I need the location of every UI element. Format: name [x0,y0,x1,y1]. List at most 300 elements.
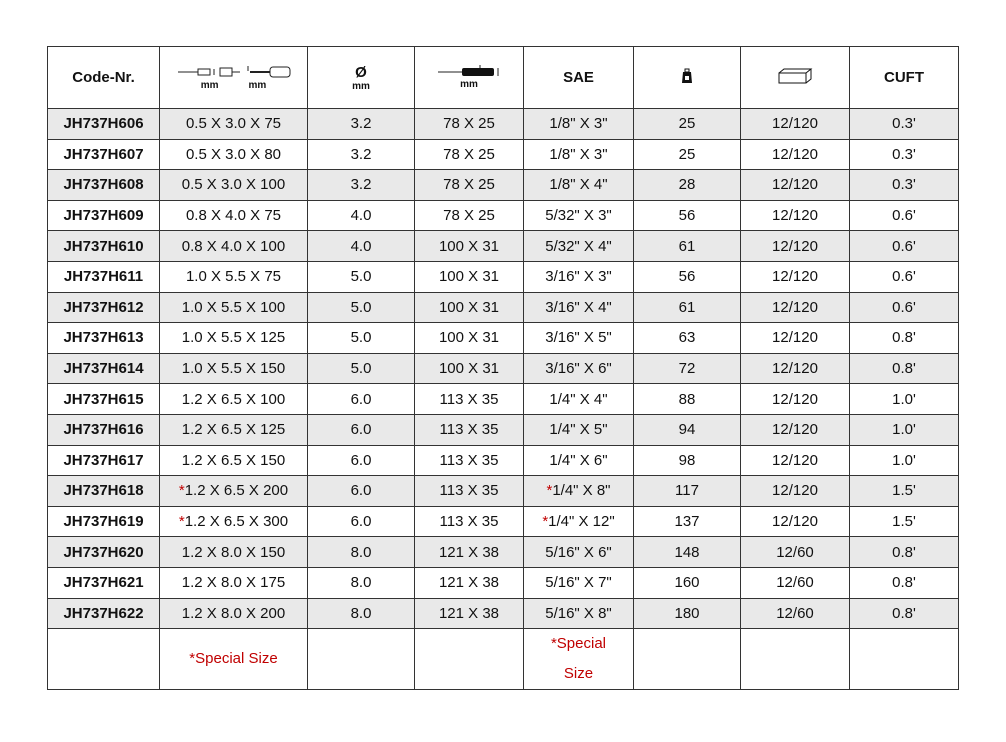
cell-size-value: 0.8 X 4.0 X 100 [181,237,286,255]
cell-size [160,384,308,415]
cell-diameter [308,384,415,415]
cell-diameter [308,109,415,140]
cell-cuft-value: 1.5' [892,513,916,531]
cell-size [160,353,308,384]
table-row [48,261,959,292]
cell-cuft-value: 1.0' [892,451,916,469]
diameter-symbol: Ø [355,63,367,81]
cell-diameter-value: 6.0 [350,451,372,469]
cell-code [48,506,160,537]
cell-diameter-value: 6.0 [350,513,372,531]
cell-pack-value: 12/120 [772,421,818,439]
cell-handle [415,323,524,354]
cell-pack [741,476,850,507]
cell-diameter [308,567,415,598]
cell-pack-value: 12/120 [772,360,818,378]
cell-sae [524,109,634,140]
cell-weight [634,170,741,201]
cell-cuft [850,323,959,354]
cell-sae [524,598,634,629]
cell-code [48,231,160,262]
cell-diameter [308,323,415,354]
cell-code-value: JH737H617 [63,451,144,469]
cell-handle [415,170,524,201]
cell-cuft-value: 0.6' [892,268,916,286]
cell-pack [741,445,850,476]
cell-sae [524,170,634,201]
screwdriver-handle-icon [436,65,502,79]
cell-code-value: JH737H620 [63,543,144,561]
footer-empty-code [48,629,160,690]
header-handle [415,47,524,109]
header-row [48,47,959,109]
table-row [48,323,959,354]
cell-diameter [308,445,415,476]
cell-cuft [850,445,959,476]
cell-pack [741,231,850,262]
cell-sae-value: 5/16" X 6" [545,543,612,561]
cell-handle-value: 78 X 25 [443,145,495,163]
cell-size-value: 1.2 X 6.5 X 150 [181,451,286,469]
cell-cuft-value: 0.8' [892,574,916,592]
cell-size-value: 1.0 X 5.5 X 125 [181,329,286,347]
cell-weight [634,537,741,568]
handle-unit: mm [460,79,478,90]
table-row [48,384,959,415]
cell-code [48,109,160,140]
cell-size [160,231,308,262]
cell-code [48,200,160,231]
cell-weight [634,292,741,323]
header-pack [741,47,850,109]
cell-diameter-value: 3.2 [350,115,372,133]
cell-weight-value: 137 [674,513,700,531]
footer-empty-diameter [308,629,415,690]
cell-weight-value: 180 [674,604,700,622]
table-row [48,170,959,201]
cell-code-value: JH737H619 [63,513,144,531]
special-sae-note-line2: Size [563,665,594,683]
cell-sae [524,506,634,537]
cell-size [160,200,308,231]
cell-cuft-value: 0.8' [892,360,916,378]
cell-weight-value: 63 [678,329,696,347]
cell-cuft [850,384,959,415]
cell-weight [634,353,741,384]
cell-pack-value: 12/120 [772,237,818,255]
cell-size [160,109,308,140]
cell-code-value: JH737H608 [63,176,144,194]
cell-size [160,139,308,170]
header-cuft: CUFT [850,47,959,109]
cell-sae [524,384,634,415]
cell-size [160,292,308,323]
cell-sae-value: 1/4" X 12" [548,513,615,531]
cell-code-value: JH737H606 [63,115,144,133]
cell-sae [524,476,634,507]
cell-weight [634,567,741,598]
cell-diameter [308,139,415,170]
cell-sae-value: 1/4" X 6" [549,451,608,469]
cell-diameter [308,170,415,201]
cell-sae-value: 3/16" X 6" [545,360,612,378]
cell-handle-value: 100 X 31 [438,360,500,378]
cell-handle-value: 121 X 38 [438,543,500,561]
cell-size-value: 1.2 X 6.5 X 125 [181,421,286,439]
cell-pack [741,109,850,140]
cell-sae-value: 5/32" X 4" [545,237,612,255]
cell-code [48,170,160,201]
cell-cuft [850,139,959,170]
cell-size-value: 1.2 X 6.5 X 100 [181,390,286,408]
cell-cuft-value: 0.3' [892,145,916,163]
header-diameter [308,47,415,109]
cell-size [160,261,308,292]
cell-size [160,323,308,354]
cell-code [48,537,160,568]
cell-weight-value: 148 [674,543,700,561]
tip-unit-right: mm [248,79,267,91]
cell-weight-value: 56 [678,268,696,286]
cell-pack [741,567,850,598]
table-row [48,200,959,231]
cell-diameter-value: 4.0 [350,207,372,225]
cell-code-value: JH737H613 [63,329,144,347]
cell-size [160,598,308,629]
cell-cuft [850,109,959,140]
cell-cuft-value: 0.3' [892,176,916,194]
cell-sae-value: 3/16" X 5" [545,329,612,347]
tip-unit-left: mm [200,79,219,91]
cell-pack [741,292,850,323]
cell-pack-value: 12/120 [772,207,818,225]
cell-code-value: JH737H610 [63,237,144,255]
cell-diameter [308,231,415,262]
cell-pack [741,353,850,384]
screwdriver-tip-icon [174,65,294,79]
cell-weight-value: 94 [678,421,696,439]
cell-cuft [850,200,959,231]
cell-code-value: JH737H618 [63,482,144,500]
cell-size [160,170,308,201]
cell-code-value: JH737H609 [63,207,144,225]
table-row [48,445,959,476]
cell-code-value: JH737H611 [63,268,144,286]
cell-diameter-value: 5.0 [350,268,372,286]
cell-size-value: 1.2 X 8.0 X 200 [181,604,286,622]
header-sae: SAE [524,47,634,109]
special-sae-note-line1: *Special [550,635,607,653]
cell-cuft-value: 0.3' [892,115,916,133]
cell-cuft-value: 1.0' [892,421,916,439]
cell-cuft-value: 0.6' [892,237,916,255]
cell-diameter-value: 3.2 [350,145,372,163]
cell-size [160,537,308,568]
cell-code-value: JH737H614 [63,360,144,378]
cell-size-value: 0.8 X 4.0 X 75 [185,207,282,225]
cell-code [48,445,160,476]
cell-weight-value: 28 [678,176,696,194]
cell-weight-value: 160 [674,574,700,592]
cell-size [160,506,308,537]
cell-weight-value: 61 [678,298,696,316]
cell-cuft [850,476,959,507]
cell-code [48,292,160,323]
cell-sae [524,537,634,568]
cell-handle-value: 78 X 25 [443,176,495,194]
cell-pack-value: 12/120 [772,176,818,194]
footer-empty-cuft [850,629,959,690]
cell-weight-value: 25 [678,145,696,163]
special-size-marker: * [178,482,185,500]
special-size-marker: * [542,513,549,531]
cell-pack-value: 12/120 [772,298,818,316]
cell-sae-value: 5/16" X 7" [545,574,612,592]
cell-diameter [308,353,415,384]
cell-weight [634,414,741,445]
cell-cuft-value: 0.6' [892,298,916,316]
cell-diameter [308,506,415,537]
cell-cuft [850,170,959,201]
cell-handle [415,231,524,262]
cell-weight [634,506,741,537]
cell-sae-value: 3/16" X 3" [545,268,612,286]
cell-diameter-value: 8.0 [350,604,372,622]
cell-handle [415,109,524,140]
cell-code [48,598,160,629]
cell-weight [634,476,741,507]
cell-diameter [308,292,415,323]
cell-code [48,139,160,170]
footer-row [48,629,959,690]
cell-code [48,476,160,507]
cell-sae [524,139,634,170]
special-size-marker: * [546,482,553,500]
cell-handle [415,292,524,323]
cell-weight-value: 88 [678,390,696,408]
cell-size-value: 1.2 X 8.0 X 175 [181,574,286,592]
cell-diameter-value: 4.0 [350,237,372,255]
cell-diameter-value: 5.0 [350,298,372,316]
cell-code [48,567,160,598]
cell-handle [415,567,524,598]
cell-code-value: JH737H612 [63,298,144,316]
cell-size [160,445,308,476]
cell-pack-value: 12/120 [772,451,818,469]
cell-handle [415,384,524,415]
cell-cuft-value: 0.8' [892,604,916,622]
cell-cuft-value: 1.5' [892,482,916,500]
cell-size-value: 1.0 X 5.5 X 150 [181,360,286,378]
cell-handle [415,445,524,476]
cell-cuft [850,261,959,292]
cell-size [160,476,308,507]
cell-handle [415,200,524,231]
cell-weight [634,445,741,476]
cell-sae [524,200,634,231]
cell-handle-value: 113 X 35 [439,513,499,531]
cell-code [48,353,160,384]
cell-diameter [308,261,415,292]
cell-cuft [850,353,959,384]
cell-cuft [850,598,959,629]
cell-cuft [850,567,959,598]
cell-diameter-value: 3.2 [350,176,372,194]
cell-sae-value: 1/4" X 4" [549,390,608,408]
cell-pack [741,598,850,629]
cell-handle-value: 113 X 35 [439,451,499,469]
cell-sae-value: 1/4" X 5" [549,421,608,439]
cell-pack-value: 12/120 [772,329,818,347]
cell-handle-value: 78 X 25 [443,207,495,225]
header-tip-dimensions [160,47,308,109]
cell-sae [524,567,634,598]
cell-diameter [308,598,415,629]
cell-size-value: 1.2 X 6.5 X 300 [184,513,289,531]
cell-handle-value: 100 X 31 [438,237,500,255]
header-weight [634,47,741,109]
cell-pack-value: 12/120 [772,482,818,500]
special-size-note: *Special Size [160,629,308,690]
cell-handle-value: 121 X 38 [438,604,500,622]
table-row [48,139,959,170]
cell-pack-value: 12/60 [776,543,814,561]
cell-sae [524,292,634,323]
cell-pack [741,323,850,354]
cell-code-value: JH737H615 [63,390,144,408]
cell-pack [741,170,850,201]
box-icon [777,68,813,84]
table-row [48,476,959,507]
cell-diameter [308,200,415,231]
cell-diameter-value: 6.0 [350,421,372,439]
weight-icon [681,68,693,84]
footer-empty-weight [634,629,741,690]
cell-handle [415,476,524,507]
cell-sae [524,353,634,384]
cell-diameter [308,476,415,507]
cell-handle [415,598,524,629]
cell-pack-value: 12/120 [772,513,818,531]
cell-pack-value: 12/120 [772,145,818,163]
cell-handle-value: 78 X 25 [443,115,495,133]
cell-code [48,323,160,354]
cell-diameter-value: 5.0 [350,360,372,378]
cell-code [48,414,160,445]
cell-sae-value: 3/16" X 4" [545,298,612,316]
cell-pack [741,414,850,445]
cell-sae [524,261,634,292]
cell-weight [634,109,741,140]
table-row [48,567,959,598]
cell-cuft-value: 0.8' [892,543,916,561]
cell-diameter-value: 6.0 [350,482,372,500]
table-row [48,292,959,323]
cell-code [48,384,160,415]
cell-size-value: 0.5 X 3.0 X 75 [185,115,282,133]
cell-weight [634,598,741,629]
cell-diameter-value: 8.0 [350,574,372,592]
table-row [48,598,959,629]
cell-pack [741,139,850,170]
cell-size [160,414,308,445]
product-spec-table [47,46,959,690]
cell-sae-value: 1/4" X 8" [552,482,611,500]
cell-handle [415,537,524,568]
table-row [48,414,959,445]
footer-empty-handle [415,629,524,690]
cell-handle-value: 113 X 35 [439,482,499,500]
cell-code [48,261,160,292]
cell-code-value: JH737H607 [63,145,144,163]
cell-size-value: 0.5 X 3.0 X 100 [181,176,286,194]
table-row [48,109,959,140]
cell-code-value: JH737H621 [63,574,144,592]
header-code: Code-Nr. [48,47,160,109]
cell-sae [524,445,634,476]
cell-diameter-value: 6.0 [350,390,372,408]
cell-pack [741,200,850,231]
cell-cuft [850,506,959,537]
cell-weight [634,200,741,231]
cell-pack [741,506,850,537]
cell-sae-value: 1/8" X 3" [549,145,608,163]
cell-sae-value: 1/8" X 3" [549,115,608,133]
cell-size-value: 1.2 X 6.5 X 200 [184,482,289,500]
cell-cuft-value: 0.6' [892,207,916,225]
cell-cuft [850,292,959,323]
cell-handle-value: 100 X 31 [438,268,500,286]
cell-handle-value: 113 X 35 [439,390,499,408]
cell-sae [524,414,634,445]
cell-handle [415,353,524,384]
special-sae-note [524,629,634,690]
cell-handle [415,139,524,170]
cell-pack-value: 12/120 [772,390,818,408]
cell-handle-value: 121 X 38 [438,574,500,592]
cell-weight [634,139,741,170]
cell-weight-value: 98 [678,451,696,469]
cell-weight [634,261,741,292]
cell-code-value: JH737H622 [63,604,144,622]
cell-weight-value: 117 [675,482,699,500]
cell-diameter-value: 8.0 [350,543,372,561]
cell-diameter-value: 5.0 [350,329,372,347]
cell-size-value: 0.5 X 3.0 X 80 [185,145,282,163]
cell-diameter [308,537,415,568]
cell-pack-value: 12/120 [772,268,818,286]
cell-pack [741,384,850,415]
cell-handle-value: 100 X 31 [438,298,500,316]
cell-sae [524,231,634,262]
table-row [48,506,959,537]
cell-sae [524,323,634,354]
cell-handle-value: 100 X 31 [438,329,500,347]
cell-size-value: 1.0 X 5.5 X 100 [181,298,286,316]
cell-handle-value: 113 X 35 [439,421,499,439]
cell-pack [741,261,850,292]
cell-size-value: 1.0 X 5.5 X 75 [185,268,282,286]
cell-weight [634,323,741,354]
cell-weight-value: 56 [678,207,696,225]
cell-cuft-value: 1.0' [892,390,916,408]
cell-weight-value: 61 [678,237,696,255]
cell-weight [634,231,741,262]
table-row [48,537,959,568]
cell-sae-value: 1/8" X 4" [549,176,608,194]
cell-cuft [850,231,959,262]
cell-cuft-value: 0.8' [892,329,916,347]
